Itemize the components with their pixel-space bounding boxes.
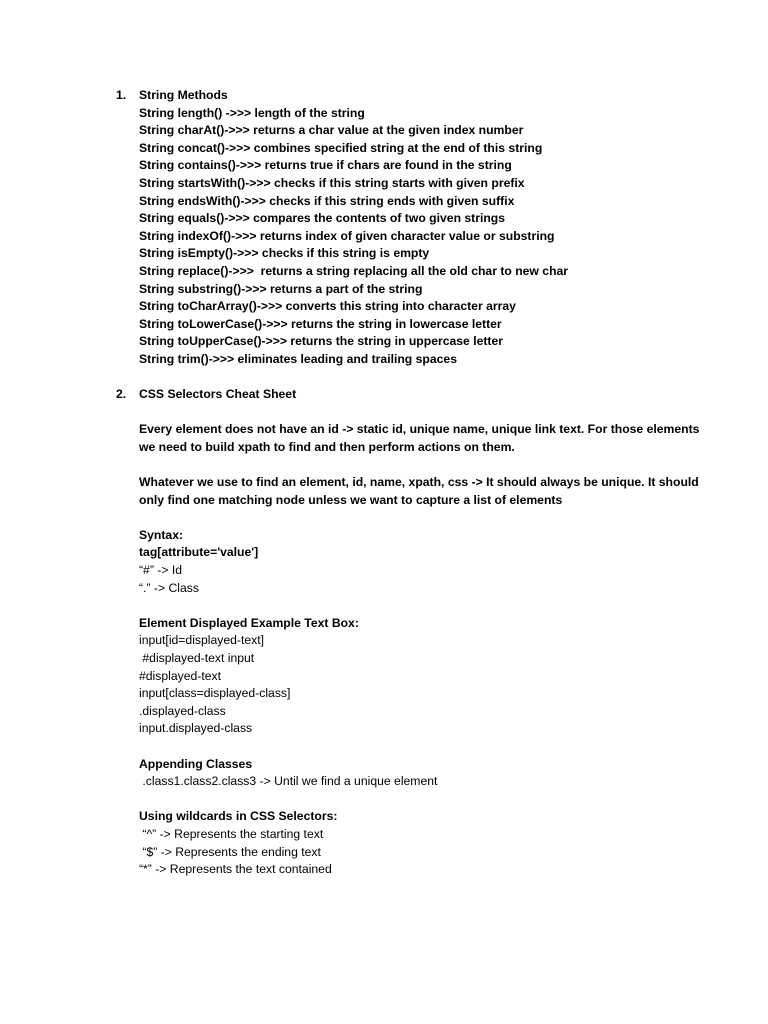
section-heading: CSS Selectors Cheat Sheet: [139, 387, 297, 402]
subheading-wildcards: Using wildcards in CSS Selectors:: [139, 809, 338, 824]
method-line: String concat()->>> combines specified string at the end of this string: [139, 140, 543, 155]
subheading-syntax: Syntax:: [139, 527, 184, 542]
method-line: String toLowerCase()->>> returns the string in lowercase letter: [139, 316, 502, 331]
method-line: String endsWith()->>> checks if this string ends with given suffix: [139, 193, 515, 208]
wildcard-line: “^” -> Represents the starting text: [139, 826, 324, 841]
appending-line: .class1.class2.class3 -> Until we find a unique element: [139, 774, 438, 789]
wildcard-line: “*” -> Represents the text contained: [139, 862, 332, 877]
example-line: .displayed-class: [139, 703, 226, 718]
method-line: String startsWith()->>> checks if this string starts with given prefix: [139, 175, 525, 190]
method-line: String trim()->>> eliminates leading and trailing spaces: [139, 351, 457, 366]
spacer: [0, 369, 768, 387]
section-string-methods: [0, 87, 768, 369]
document-page: [0, 87, 768, 879]
example-line: #displayed-text input: [139, 651, 255, 665]
syntax-line: “#” -> Id: [139, 563, 183, 578]
method-line: String contains()->>> returns true if chars are found in the string: [139, 158, 512, 173]
method-line: String indexOf()->>> returns index of given character value or substring: [139, 228, 555, 243]
wildcard-line: “$” -> Represents the ending text: [139, 844, 321, 859]
example-line: input.displayed-class: [139, 721, 253, 736]
syntax-line: tag[attribute='value']: [139, 545, 259, 560]
method-line: String toCharArray()->>> converts this string into character array: [139, 299, 516, 314]
example-line: input[id=displayed-text]: [139, 633, 264, 648]
example-line: input[class=displayed-class]: [139, 686, 291, 701]
method-line: String equals()->>> compares the contents of two given strings: [139, 211, 506, 226]
paragraph: Whatever we use to find an element, id, name, xpath, css -> It should always be unique. It should only find one matching node unless we want to capture a list of elements: [139, 475, 699, 507]
method-line: String isEmpty()->>> checks if this string is empty: [139, 246, 430, 261]
section-heading: String Methods: [139, 88, 228, 102]
method-line: String toUpperCase()->>> returns the string in uppercase letter: [139, 334, 504, 349]
method-line: String substring()->>> returns a part of the string: [139, 281, 423, 296]
method-line: String charAt()->>> returns a char value at the given index number: [139, 123, 524, 138]
section-number: 1.: [116, 88, 127, 102]
subheading-example: Element Displayed Example Text Box:: [139, 615, 359, 630]
paragraph: Every element does not have an id -> static id, unique name, unique link text. For those elements we need to build xpath to find and then perform actions on them.: [139, 422, 700, 454]
syntax-line: “.” -> Class: [139, 580, 199, 595]
example-line: #displayed-text: [139, 668, 221, 683]
section-css-selectors: [0, 386, 768, 879]
method-line: String replace()->>> returns a string replacing all the old char to new char: [139, 263, 569, 278]
subheading-appending: Appending Classes: [139, 756, 253, 771]
section-number: 2.: [116, 387, 127, 402]
method-line: String length() ->>> length of the string: [139, 105, 365, 120]
